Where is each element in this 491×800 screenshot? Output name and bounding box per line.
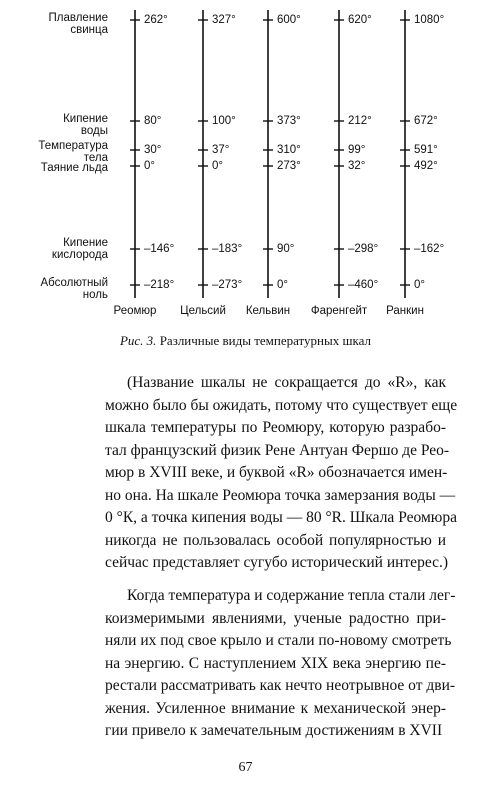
scale-value: 310° xyxy=(277,144,301,156)
paragraph-energy xyxy=(105,585,456,743)
scale-value: 212° xyxy=(348,115,372,127)
scale-value: 37° xyxy=(212,144,230,156)
scale-value: 273° xyxy=(277,160,301,172)
text-line: няли их под свое крыло и стали по-новому смотреть xyxy=(105,632,452,649)
row-label: Плавление свинца xyxy=(48,12,108,36)
row-label: Абсолютный ноль xyxy=(40,277,108,301)
paragraph-reaumur-note xyxy=(105,372,458,575)
scale-name: Кельвин xyxy=(245,305,291,317)
scale-value: 492° xyxy=(414,160,438,172)
text-line: но она. На шкале Реомюра точка замерзания воды — xyxy=(105,486,456,504)
page-number: 67 xyxy=(238,760,253,775)
figure-caption xyxy=(0,333,491,349)
scale-value: –162° xyxy=(414,243,445,255)
text-line: тал французский физик Рене Антуан Фершо де Рео- xyxy=(105,441,450,459)
row-label: Кипение воды xyxy=(63,113,108,137)
text-line: на энергию. С наступлением XIX века энергию пе- xyxy=(105,654,446,672)
scale-value: 32° xyxy=(348,160,366,172)
text-line: гии привело к замечательным достижениям в XVII xyxy=(105,722,443,739)
scale-name: Цельсий xyxy=(180,305,226,317)
scale-value: 0° xyxy=(414,279,425,291)
scale-value: 373° xyxy=(277,115,301,127)
scale-value: 30° xyxy=(144,144,162,156)
scale-value: –298° xyxy=(348,243,379,255)
scale-value: 0° xyxy=(277,279,288,291)
text-line: 0 °К, а точка кипения воды — 80 °R. Шкала Реомюра xyxy=(105,509,457,526)
scale-value: 600° xyxy=(277,14,301,26)
text-line: жения. Усиленное внимание к механической энер- xyxy=(105,699,446,717)
scale-value: 90° xyxy=(277,243,295,255)
text-line: сейчас представляет сугубо исторический интерес.) xyxy=(105,554,448,571)
row-label: Кипение кислорода xyxy=(51,237,108,261)
scale-value: 80° xyxy=(144,115,162,127)
scale-value: –183° xyxy=(212,243,243,255)
text-line: шкала температуры по Реомюру, которую разрабо- xyxy=(105,419,446,436)
text-line: коизмеримыми явлениями, ученые радостно при- xyxy=(105,609,446,627)
text-line: рестали рассматривать как нечто неотрывное от дви- xyxy=(105,677,456,694)
scale-value: –273° xyxy=(212,279,243,291)
row-label: Температура тела xyxy=(38,140,108,164)
scale-value: –218° xyxy=(144,279,175,291)
scale-name: Фаренгейт xyxy=(310,305,368,317)
scale-value: 327° xyxy=(212,14,236,26)
text-line: можно было бы ожидать, потому что существует еще xyxy=(105,396,458,414)
scale-value: –460° xyxy=(348,279,379,291)
text-line: (Название шкалы не сокращается до «R», как xyxy=(127,374,446,391)
text-line: Когда температура и содержание тепла стали лег- xyxy=(127,587,456,604)
figure-caption-text: Различные виды температурных шкал xyxy=(159,333,372,348)
scale-name: Ранкин xyxy=(386,305,424,317)
scale-value: 0° xyxy=(144,160,155,172)
scale-value: 99° xyxy=(348,144,366,156)
figure-caption-prefix: Рис. 3. xyxy=(119,333,157,348)
scale-value: 1080° xyxy=(414,14,445,26)
scale-value: –146° xyxy=(144,243,175,255)
scale-value: 0° xyxy=(212,160,223,172)
text-line: мюр в XVIII веке, и буквой «R» обозначается имен- xyxy=(105,464,448,481)
text-line: никогда не пользовалась особой популярностью и xyxy=(105,531,446,549)
row-label: Таяние льда xyxy=(40,162,108,174)
scale-value: 262° xyxy=(144,14,168,26)
temperature-scales-figure xyxy=(0,0,491,330)
scale-value: 100° xyxy=(212,115,236,127)
scale-value: 620° xyxy=(348,14,372,26)
scale-name: Реомюр xyxy=(113,305,157,317)
scale-value: 672° xyxy=(414,115,438,127)
scale-value: 591° xyxy=(414,144,438,156)
